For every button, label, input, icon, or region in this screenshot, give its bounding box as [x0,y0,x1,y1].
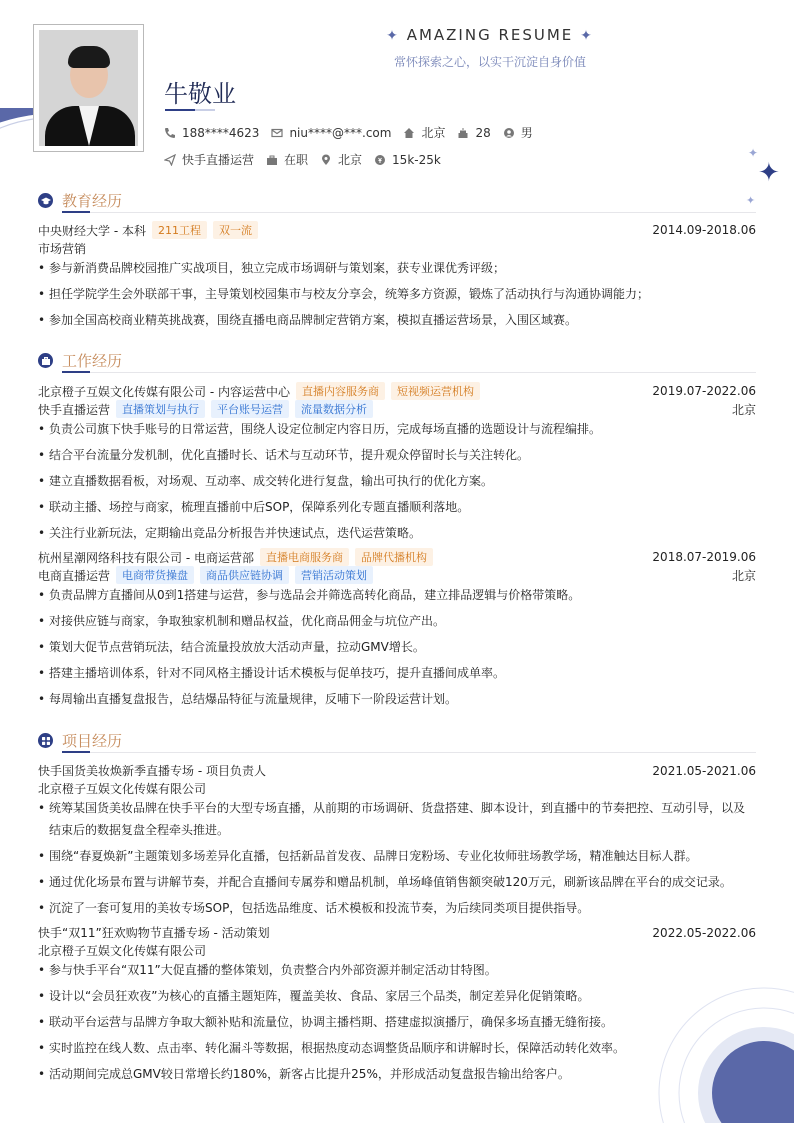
company-tag: 直播电商服务商 [260,548,349,566]
project-company [38,942,756,959]
project-title: 快手国货美妆焕新季直播专场 - 项目负责人 [38,764,266,778]
project-date: 2021.05-2021.06 [652,763,756,778]
list-item: • 实时监控在线人数、点击率、转化漏斗等数据，根据热度动态调整货品顺序和讲解时长，保障活动转化效率。 [38,1041,626,1055]
company-name: 杭州星潮网络科技有限公司 - 电商运营部 [38,550,254,565]
work-company-header [38,548,756,566]
list-item: • 参加全国高校商业精英挑战赛，围绕直播电商品牌制定营销方案，模拟直播运营场景，入围区域赛。 [38,313,578,327]
salary-item [374,153,441,167]
company-name: 北京橙子互娱文化传媒有限公司 - 内容运营中心 [38,384,290,399]
briefcase-icon [266,154,278,166]
list-item: • 通过优化场景布置与讲解节奏，并配合直播间专属券和赠品机制，单场峰值销售额突破120万元，刷新该品牌在平台的成交记录。 [38,875,732,889]
list-item: • 每周输出直播复盘报告，总结爆品特征与流量规律，反哺下一阶段运营计划。 [38,692,458,706]
school-name: 中央财经大学 - 本科 [38,223,146,238]
grid-icon [38,733,53,748]
salary-text: 15k-25k [392,152,441,167]
send-icon [164,154,176,166]
skill-tag: 直播策划与执行 [116,400,205,418]
list-item: • 担任学院学生会外联部干事，主导策划校园集市与校友分享会，统筹多方资源，锻炼了活动执行与沟通协调能力； [38,287,650,301]
company-tag: 直播内容服务商 [296,382,385,400]
city-item [403,124,445,141]
phone-icon [164,127,176,139]
job-intent-row [164,151,453,168]
graduation-cap-icon [38,193,53,208]
sparkle-icon: ✦ [758,158,780,188]
work-position-header [38,400,756,418]
diamond-icon: ✦ [386,28,400,44]
section-accent [62,751,90,753]
list-item: • 负责公司旗下快手账号的日常运营，围绕人设定位制定内容日历，完成每场直播的选题设计与流程编排。 [38,422,602,436]
section-title-education: 教育经历 [62,192,123,210]
money-icon [374,154,386,166]
education-date: 2014.09-2018.06 [652,223,756,237]
target-city-item [320,151,362,168]
name-underline [165,109,195,111]
project-header [38,924,756,941]
home-icon [403,127,415,139]
section-accent [62,371,90,373]
section-accent [62,211,90,213]
mail-icon [271,127,283,139]
target-job-item [164,151,254,168]
gender-text: 男 [520,126,533,140]
position-name: 电商直播运营 [38,568,111,583]
list-item: • 设计以“会员狂欢夜”为核心的直播主题矩阵，覆盖美妆、食品、家居三个品类，制定差异化促销策略。 [38,989,590,1003]
section-work [38,350,122,371]
contact-info-row [164,124,545,141]
project-company-text: 北京橙子互娱文化传媒有限公司 [38,944,207,958]
project-company-text: 北京橙子互娱文化传媒有限公司 [38,782,207,796]
position-name: 快手直播运营 [38,402,111,417]
list-item-continuation: 结束后的数据复盘全程牵头推进。 [49,823,230,837]
section-divider [62,372,756,373]
list-item: • 参与快手平台“双11”大促直播的整体策划，负责整合内外部资源并制定活动甘特图。 [38,963,497,977]
status-item [266,151,308,168]
section-divider [62,212,756,213]
major-text: 市场营销 [38,242,87,256]
gender-item [503,124,533,141]
target-job-text: 快手直播运营 [182,153,255,167]
education-header [38,221,756,239]
email-item [271,126,391,140]
list-item: • 负责品牌方直播间从0到1搭建与运营，参与选品会并筛选高转化商品，建立排品逻辑与价格带策略。 [38,588,581,602]
target-city-text: 北京 [338,153,363,167]
profile-photo [33,24,144,152]
education-major [38,240,756,257]
work-company-header [38,382,756,400]
name-underline-light [195,109,215,111]
candidate-name: 牛敬业 [164,80,236,108]
city-text: 北京 [421,126,446,140]
slogan: 常怀探索之心，以实干沉淀自身价值 [393,55,586,69]
phone-item [164,126,259,140]
list-item: • 关注行业新玩法，定期输出竞品分析报告并快速试点，迭代运营策略。 [38,526,422,540]
diamond-icon: ✦ [580,28,594,44]
skill-tag: 营销活动策划 [295,566,373,584]
sparkle-icon: ✦ [746,194,756,207]
banner-title: AMAZING RESUME [406,26,574,44]
list-item: • 活动期间完成总GMV较日常增长约180%，新客占比提升25%，并形成活动复盘报告输出给客户。 [38,1067,570,1081]
work-position-header [38,566,756,584]
company-tag: 短视频运营机构 [391,382,480,400]
skill-tag: 电商带货操盘 [116,566,194,584]
section-education [38,190,122,211]
work-date: 2018.07-2019.06 [652,550,756,564]
list-item: • 沉淀了一套可复用的美妆专场SOP，包括选品维度、话术模板和投流节奏，为后续同类项目提供指导。 [38,901,590,915]
list-item: • 建立直播数据看板，对场观、互动率、成交转化进行复盘，输出可执行的优化方案。 [38,474,494,488]
section-title-work: 工作经历 [62,352,123,370]
skill-tag: 平台账号运营 [211,400,289,418]
list-item: • 联动平台运营与品牌方争取大额补贴和流量位，协调主播档期、搭建虚拟演播厅，确保多场直播无缝衔接。 [38,1015,614,1029]
cake-icon [457,127,469,139]
school-tag: 双一流 [213,221,258,239]
list-item: • 搭建主播培训体系，针对不同风格主播设计话术模板与促单技巧，提升直播间成单率。 [38,666,506,680]
list-item: • 对接供应链与商家，争取独家机制和赠品权益，优化商品佣金与坑位产出。 [38,614,446,628]
list-item: • 统筹某国货美妆品牌在快手平台的大型专场直播，从前期的市场调研、货盘搭建、脚本设计，到直播中的节奏把控、互动引导，以及 [38,801,746,815]
work-date: 2019.07-2022.06 [652,384,756,398]
school-tag: 211工程 [152,221,207,239]
work-location: 北京 [731,568,756,583]
user-icon [503,127,515,139]
company-tag: 品牌代播机构 [355,548,433,566]
project-header [38,762,756,779]
project-company [38,780,756,797]
list-item: • 结合平台流量分发机制，优化直播时长、话术与互动环节，提升观众停留时长与关注转化。 [38,448,530,462]
work-location: 北京 [731,402,756,417]
age-text: 28 [475,125,491,140]
email-text: niu****@***.com [289,125,392,140]
list-item: • 参与新消费品牌校园推广实战项目，独立完成市场调研与策划案，获专业课优秀评级； [38,261,506,275]
briefcase-icon [38,353,53,368]
sparkle-icon: ✦ [748,146,759,160]
resume-banner [385,26,595,44]
section-project [38,730,122,751]
age-item [457,126,490,140]
section-divider [62,752,756,753]
list-item: • 围绕“春夏焕新”主题策划多场差异化直播，包括新品首发夜、品牌日宠粉场、专业化妆师驻场教学场，精准触达目标人群。 [38,849,698,863]
list-item: • 策划大促节点营销玩法，结合流量投放放大活动声量，拉动GMV增长。 [38,640,425,654]
skill-tag: 流量数据分析 [295,400,373,418]
location-pin-icon [320,154,332,166]
project-date: 2022.05-2022.06 [652,925,756,940]
skill-tag: 商品供应链协调 [200,566,289,584]
project-title: 快手“双11”狂欢购物节直播专场 - 活动策划 [38,926,270,940]
status-text: 在职 [284,153,309,167]
avatar [39,30,138,146]
list-item: • 联动主播、场控与商家，梳理直播前中后SOP，保障系列化专题直播顺利落地。 [38,500,470,514]
section-title-project: 项目经历 [62,732,123,750]
phone-text: 188****4623 [182,125,260,140]
